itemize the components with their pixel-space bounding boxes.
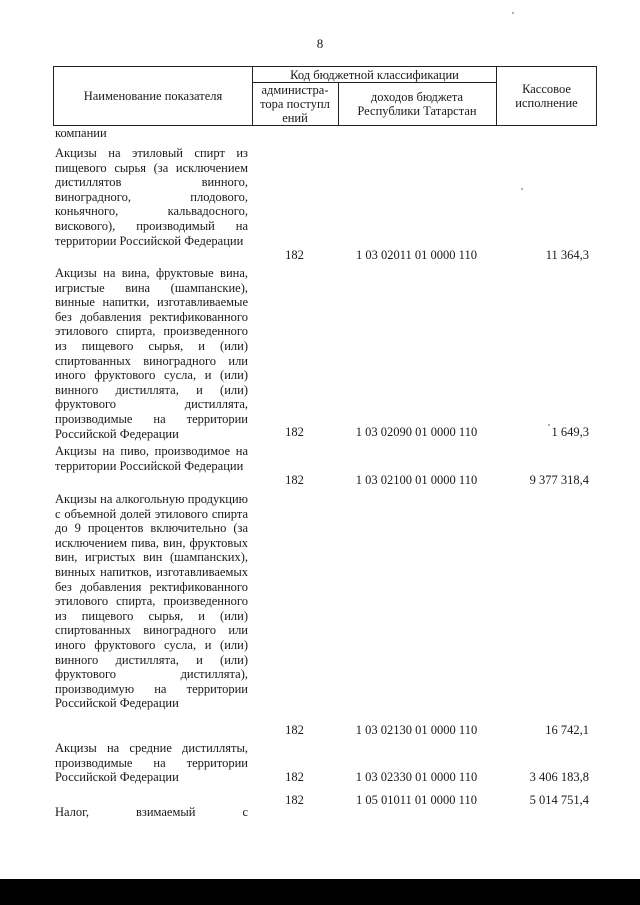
row-amount: 9 377 318,4 (529, 473, 589, 487)
row-name: Акцизы на алкогольную продукцию с объемной долей этилового спирта до 9 процентов включительно (за исключением пива, вин, фруктовых вин, игристых вин (шампанских), винных напитков, изготавливаемых без добавления ректификованного этилового спирта, произведенного из пищевого сырья, и (или) спиртованных виноградного или иного фруктового сусла, и (или) винного дистиллята, и (или) фруктового дистиллята), производимую на территории Российской Федерации (55, 492, 248, 711)
header-admin-column: администра-тора поступлений (260, 83, 330, 125)
row-name: Акцизы на этиловый спирт из пищевого сырья (за исключением дистиллятов винного, виноградного, плодового, коньячного, кальвадосного, вискового), производимый на территории Российской Федерации (55, 146, 248, 248)
scan-speck (548, 424, 550, 426)
scan-bottom-edge (0, 879, 640, 905)
row-admin-code: 182 (285, 473, 304, 487)
row-income-code: 1 03 02090 01 0000 110 (355, 425, 478, 439)
scan-speck (512, 12, 514, 14)
row-amount: 16 742,1 (545, 723, 589, 737)
row-name: Акцизы на вина, фруктовые вина, игристые вина (шампанские), винные напитки, изготавливаемые без добавления ректификованного этилового спирта, произведенного из пищевого сырья, и (или) спиртованных виноградного или иного фруктового сусла, и (или) винного дистиллята, и (или) фруктового дистиллята, производимые на территории Российской Федерации (55, 266, 248, 441)
header-divider (338, 82, 339, 125)
row-amount: 3 406 183,8 (529, 770, 589, 784)
row-name: Налог, взимаемый с (55, 805, 248, 819)
header-amount-column: Кассовое исполнение (515, 82, 578, 110)
row-income-code: 1 03 02100 01 0000 110 (355, 473, 478, 487)
header-divider (252, 82, 496, 83)
header-name-column: Наименование показателя (83, 89, 223, 103)
row-name: Акцизы на пиво, производимое на территории Российской Федерации (55, 444, 248, 473)
row-income-code: 1 03 02130 01 0000 110 (355, 723, 478, 737)
row-admin-code: 182 (285, 723, 304, 737)
row-income-code: 1 03 02011 01 0000 110 (356, 248, 477, 262)
header-income-column: доходов бюджета Республики Татарстан (357, 90, 477, 118)
row-admin-code: 182 (285, 425, 304, 439)
row-income-code: 1 05 01011 01 0000 110 (356, 793, 477, 807)
table-header (53, 66, 597, 126)
header-divider (496, 67, 497, 125)
page-number: 8 (316, 36, 324, 51)
row-name: компании (55, 126, 107, 140)
header-code-group: Код бюджетной классификации (290, 67, 459, 82)
header-divider (252, 67, 253, 125)
row-amount: 11 364,3 (545, 248, 589, 262)
row-income-code: 1 03 02330 01 0000 110 (355, 770, 478, 784)
row-admin-code: 182 (285, 248, 304, 262)
row-amount: 5 014 751,4 (529, 793, 589, 807)
row-admin-code: 182 (285, 793, 304, 807)
row-admin-code: 182 (285, 770, 304, 784)
scan-speck (521, 188, 523, 190)
row-amount: 1 649,3 (551, 425, 589, 439)
row-name: Акцизы на средние дистилляты, производимые на территории Российской Федерации (55, 741, 248, 785)
